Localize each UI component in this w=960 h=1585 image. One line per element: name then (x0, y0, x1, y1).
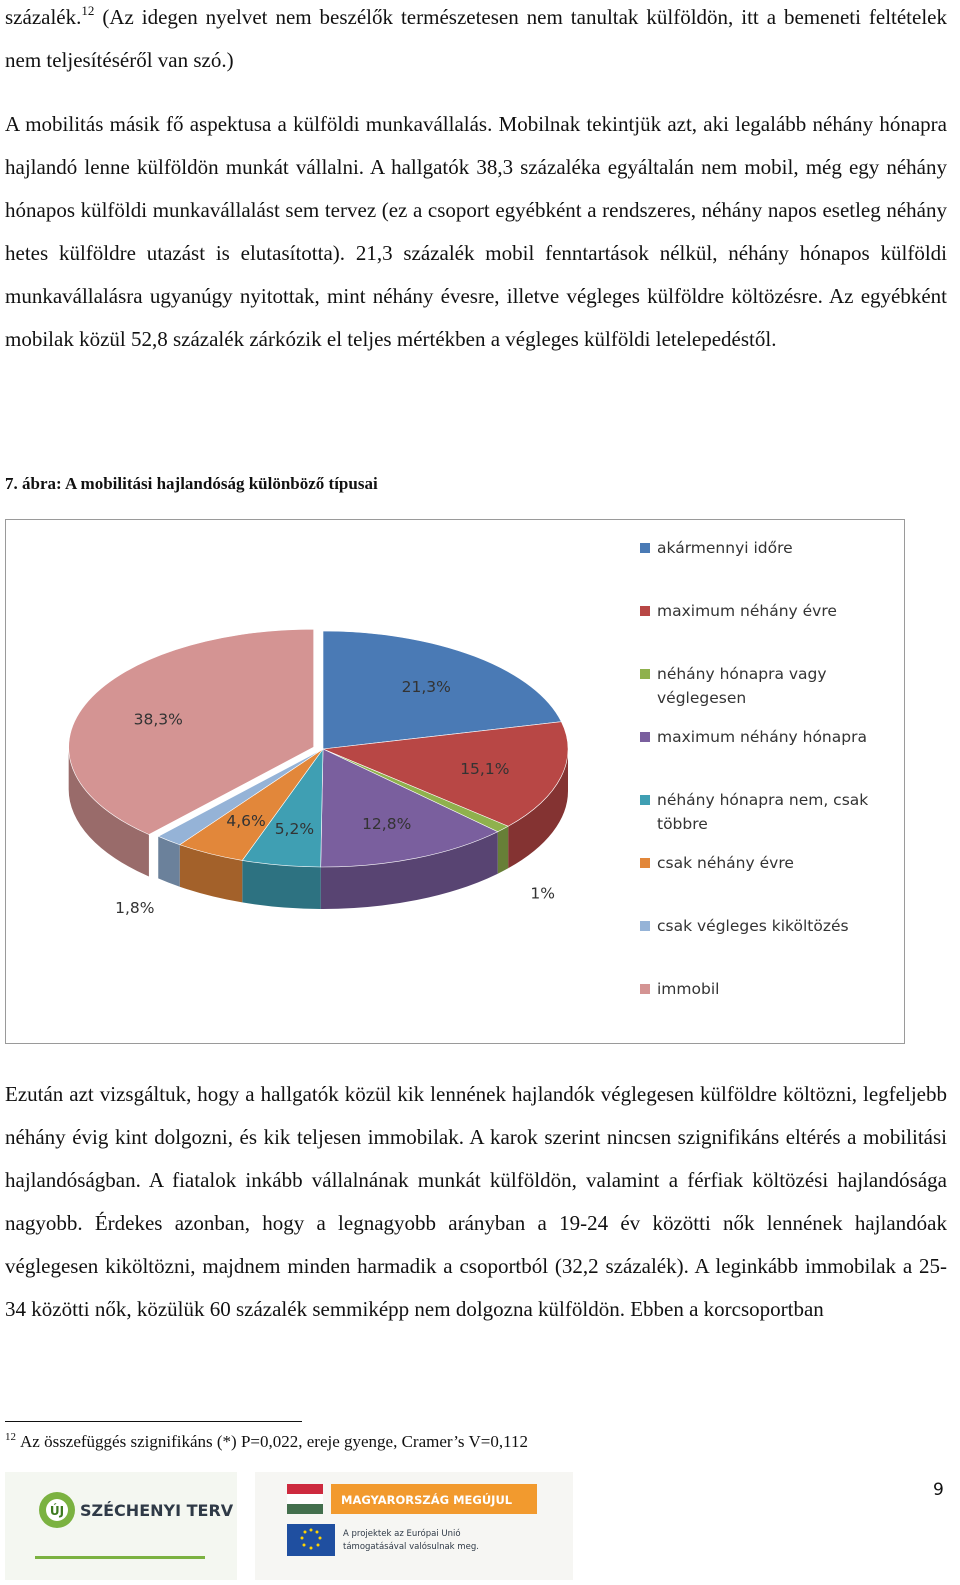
legend-label: csak végleges kiköltözés (657, 917, 849, 935)
figure-caption: 7. ábra: A mobilitási hajlandóság különböző típusai (5, 474, 378, 493)
pie-slice-side (498, 826, 508, 873)
pie-data-label: 15,1% (460, 760, 510, 779)
logo-badge-text: ÚJ (49, 1504, 65, 1518)
pie-data-label: 21,3% (401, 678, 451, 697)
eu-support-logo (255, 1472, 573, 1580)
pie-data-label: 38,3% (133, 710, 183, 729)
footnote (5, 1432, 528, 1452)
intro-text-rest: (Az idegen nyelvet nem beszélők természetesen nem tanultak külföldön, itt a bemeneti feltételek nem teljesítéséről van szó.) (5, 5, 947, 72)
legend-swatch (640, 606, 650, 616)
szechenyi-terv-logo (5, 1472, 237, 1580)
legend-label: akármennyi időre (657, 539, 793, 557)
pie-data-label: 12,8% (362, 815, 412, 834)
page-number: 9 (933, 1480, 944, 1500)
legend-label: immobil (657, 980, 720, 998)
pie-data-label: 4,6% (226, 812, 266, 831)
pie-data-label: 1% (530, 884, 555, 903)
legend-label: néhány hónapra vagy véglegesen (657, 665, 827, 707)
pie-chart-frame (5, 519, 905, 1044)
legend-label: csak néhány évre (657, 854, 794, 872)
logo-left-text: SZÉCHENYI TERV (80, 1501, 234, 1520)
legend-swatch (640, 921, 650, 931)
mobility-paragraph: A mobilitás másik fő aspektusa a külföldi munkavállalás. Mobilnak tekintjük azt, aki legalább néhány hónapra hajlandó lenne külföldön munkát vállalni. A hallgatók 38,3 százaléka egyáltalán nem mobil, még egy néhány hónapos külföldi munkavállalást sem tervez (ez a csoport egyébként a rendszeres, néhány napos esetleg néhány hetes külföldre utazást is elutasította). 21,3 százalék mobil fenntartások nélkül, néhány hónapos külföldi munkavállalásra ugyanúgy nyitottak, mint néhány évesre, illetve végleges külföldre költözésre. Az egyébként mobilak közül 52,8 százalék zárkózik el teljes mértékben a végleges külföldi letelepedéstől. (5, 112, 947, 351)
pie-data-label: 1,8% (115, 898, 155, 917)
analysis-paragraph: Ezután azt vizsgáltuk, hogy a hallgatók közül kik lennének hajlandók véglegesen külföldre költözni, legfeljebb néhány évig kint dolgozni, és kik teljesen immobilak. A karok szerint nincsen szignifikáns eltérés a mobilitási hajlandóságban. A fiatalok inkább vállalnának munkát külföldön, valamint a férfiak költözési hajlandósága nagyobb. Érdekes azonban, hogy a legnagyobb arányban a 19-24 év közötti nők lennének hajlandóak véglegesen kiköltözni, majdnem minden harmadik a csoportból (32,2 százalék). A leginkább immobilak a 25-34 közötti nők, közülük 60 százalék semmiképp nem dolgozna külföldön. Ebben a korcsoportban (5, 1082, 947, 1321)
intro-text-start: százalék. (5, 5, 82, 29)
legend-swatch (640, 795, 650, 805)
logo-right-sub1: A projektek az Európai Unió (343, 1529, 461, 1539)
legend-swatch (640, 543, 650, 553)
footnote-text: Az összefüggés szignifikáns (*) P=0,022, ereje gyenge, Cramer’s V=0,112 (20, 1432, 528, 1451)
intro-paragraph (5, 0, 947, 82)
legend-swatch (640, 984, 650, 994)
legend-label: maximum néhány hónapra (657, 728, 867, 746)
footnote-reference: 12 (81, 3, 95, 18)
legend-label: maximum néhány évre (657, 602, 837, 620)
legend-label: néhány hónapra nem, csak többre (657, 791, 869, 833)
logo-right-sub2: támogatásával valósulnak meg. (343, 1542, 479, 1552)
pie-slice-side (242, 860, 320, 909)
legend-swatch (640, 858, 650, 868)
pie-data-label: 5,2% (274, 820, 315, 839)
footnote-divider (5, 1421, 302, 1422)
pie-tops (69, 629, 568, 867)
legend-swatch (640, 669, 650, 679)
footnote-marker: 12 (5, 1431, 16, 1443)
legend-swatch (640, 732, 650, 742)
logo-right-banner: MAGYARORSZÁG MEGÚJUL (341, 1493, 513, 1507)
